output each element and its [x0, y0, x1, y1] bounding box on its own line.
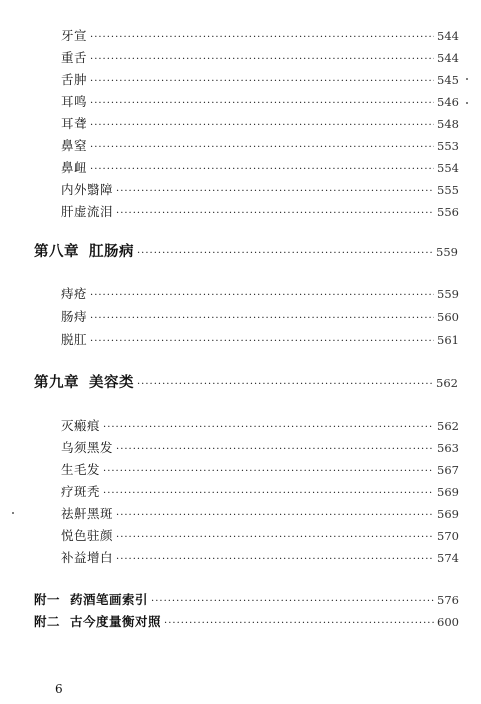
toc-entry — [61, 416, 459, 434]
entry-title: 痔疮 — [61, 286, 88, 301]
dot-leader — [90, 32, 434, 43]
toc-entry — [61, 158, 459, 176]
entry-page: 553 — [437, 139, 459, 153]
entry-title: 肠痔 — [61, 309, 88, 324]
dot-leader — [90, 336, 434, 347]
toc-entry — [61, 202, 459, 220]
toc-entry — [61, 136, 459, 154]
dot-leader — [116, 532, 434, 543]
dot-leader — [90, 142, 434, 153]
entry-page: 554 — [437, 161, 459, 175]
dot-leader — [90, 164, 434, 175]
dot-leader — [90, 313, 434, 324]
entry-page: 544 — [437, 29, 459, 43]
dot-leader — [90, 54, 434, 65]
entry-title: 灭瘢痕 — [61, 418, 101, 433]
entry-title: 舌肿 — [61, 72, 88, 87]
scan-speck — [466, 102, 468, 104]
toc-entry — [61, 526, 459, 544]
entry-page: 546 — [437, 95, 459, 109]
appendix-name: 古今度量衡对照 — [70, 614, 162, 629]
entry-page: 570 — [437, 529, 459, 543]
appendix-entry — [34, 612, 459, 630]
entry-page: 561 — [437, 333, 459, 347]
dot-leader — [137, 379, 433, 390]
entry-title: 乌须黑发 — [61, 440, 114, 455]
dot-leader — [116, 186, 434, 197]
appendix-entry — [34, 590, 459, 608]
dot-leader — [90, 120, 434, 131]
toc-entry — [61, 504, 459, 522]
toc-entry — [61, 92, 459, 110]
entry-title: 耳聋 — [61, 116, 88, 131]
toc-entry — [61, 48, 459, 66]
toc-entry — [61, 70, 459, 88]
dot-leader — [90, 98, 434, 109]
entry-page: 559 — [437, 287, 459, 301]
entry-page: 555 — [437, 183, 459, 197]
toc-entry — [61, 548, 459, 566]
entry-page: 548 — [437, 117, 459, 131]
entry-title: 悦色驻颜 — [61, 528, 114, 543]
dot-leader — [164, 618, 434, 629]
dot-leader — [116, 554, 434, 565]
entry-page: 569 — [437, 507, 459, 521]
chapter-page: 562 — [436, 376, 458, 390]
toc-entry — [61, 284, 459, 302]
chapter-name: 美容类 — [89, 374, 134, 391]
entry-page: 563 — [437, 441, 459, 455]
entry-title: 鼻窒 — [61, 138, 88, 153]
dot-leader — [103, 488, 434, 499]
entry-page: 562 — [437, 419, 459, 433]
entry-page: 560 — [437, 310, 459, 324]
appendix-number: 附二 — [34, 614, 61, 629]
appendix-page: 600 — [437, 615, 459, 629]
entry-title: 补益增白 — [61, 550, 114, 565]
appendix-number: 附一 — [34, 592, 61, 607]
entry-title: 生毛发 — [61, 462, 101, 477]
dot-leader — [116, 510, 434, 521]
appendix-name: 药酒笔画索引 — [70, 592, 149, 607]
chapter-heading — [34, 240, 458, 261]
page-number: 6 — [55, 682, 63, 696]
toc-entry — [61, 26, 459, 44]
entry-title: 脱肛 — [61, 332, 88, 347]
entry-page: 574 — [437, 551, 459, 565]
dot-leader — [90, 76, 434, 87]
dot-leader — [116, 444, 434, 455]
dot-leader — [103, 422, 434, 433]
dot-leader — [151, 596, 434, 607]
dot-leader — [116, 208, 434, 219]
entry-title: 鼻衄 — [61, 160, 88, 175]
toc-entry — [61, 482, 459, 500]
entry-page: 569 — [437, 485, 459, 499]
chapter-name: 肛肠病 — [89, 243, 134, 260]
toc-entry — [61, 180, 459, 198]
toc-entry — [61, 307, 459, 325]
dot-leader — [137, 248, 433, 259]
entry-page: 544 — [437, 51, 459, 65]
entry-page: 567 — [437, 463, 459, 477]
chapter-number: 第九章 — [34, 374, 79, 391]
entry-page: 556 — [437, 205, 459, 219]
dot-leader — [90, 290, 434, 301]
entry-title: 疗斑秃 — [61, 484, 101, 499]
dot-leader — [103, 466, 434, 477]
scan-speck — [12, 512, 14, 514]
chapter-page: 559 — [436, 245, 458, 259]
entry-title: 内外翳障 — [61, 182, 114, 197]
chapter-heading — [34, 371, 458, 392]
entry-title: 耳鸣 — [61, 94, 88, 109]
scan-speck — [466, 78, 468, 80]
toc-entry — [61, 330, 459, 348]
entry-page: 545 — [437, 73, 459, 87]
chapter-number: 第八章 — [34, 243, 79, 260]
entry-title: 重舌 — [61, 50, 88, 65]
toc-entry — [61, 114, 459, 132]
entry-title: 祛鼾黑斑 — [61, 506, 114, 521]
entry-title: 肝虚流泪 — [61, 204, 114, 219]
appendix-page: 576 — [437, 593, 459, 607]
entry-title: 牙宣 — [61, 28, 88, 43]
toc-entry — [61, 460, 459, 478]
toc-entry — [61, 438, 459, 456]
